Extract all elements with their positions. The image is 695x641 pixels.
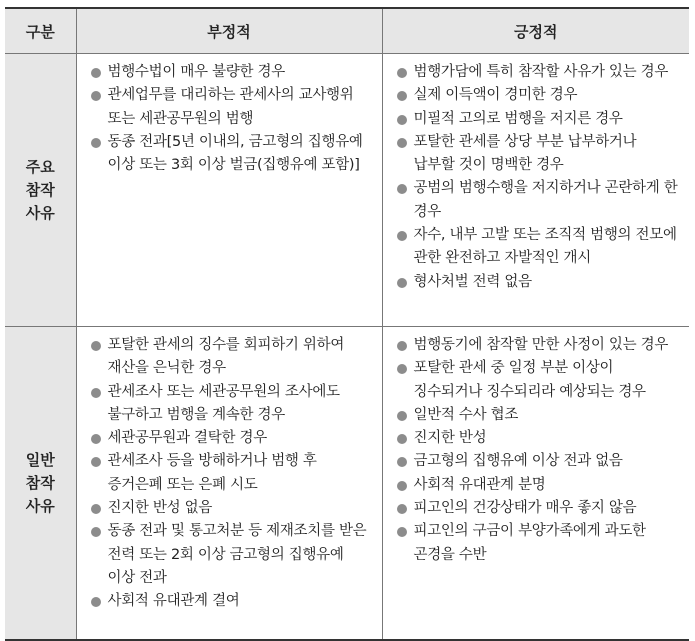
list-item: 세관공무원과 결탁한 경우 <box>90 427 374 450</box>
list-item: 범행수법이 매우 불량한 경우 <box>90 61 374 84</box>
list-item: 사회적 유대관계 분명 <box>396 474 682 497</box>
table-row-major-factors <box>5 54 689 327</box>
list-item: 피고인의 건강상태가 매우 좋지 않음 <box>396 497 682 520</box>
row-category-line: 사유 <box>25 203 55 222</box>
list-item: 포탈한 관세 중 일정 부분 이상이 징수되거나 징수되리라 예상되는 경우 <box>396 357 682 404</box>
list-item: 자수, 내부 고발 또는 조직적 범행의 전모에 관한 완전하고 자발적인 개시 <box>396 224 682 271</box>
list-item: 관세조사 등을 방해하거나 범행 후 증거은폐 또는 은폐 시도 <box>90 450 374 497</box>
negative-factors-cell <box>76 54 382 327</box>
list-item: 관세업무를 대리하는 관세사의 교사행위 또는 세관공무원의 범행 <box>90 84 374 131</box>
list-item: 일반적 수사 협조 <box>396 404 682 427</box>
positive-factors-list <box>396 334 682 567</box>
list-item: 사회적 유대관계 결여 <box>90 590 374 613</box>
list-item: 피고인의 구금이 부양가족에게 과도한 곤경을 수반 <box>396 520 682 567</box>
list-item: 금고형의 집행유예 이상 전과 없음 <box>396 450 682 473</box>
row-category-line: 일반 <box>25 450 55 469</box>
list-item: 형사처벌 전력 없음 <box>396 271 682 294</box>
list-item: 범행동기에 참작할 만한 사정이 있는 경우 <box>396 334 682 357</box>
header-row <box>5 8 689 54</box>
header-category: 구분 <box>5 8 76 54</box>
positive-factors-cell <box>382 327 689 641</box>
row-category-line: 참작 <box>25 473 55 492</box>
list-item: 실제 이득액이 경미한 경우 <box>396 84 682 107</box>
list-item: 관세조사 또는 세관공무원의 조사에도 불구하고 범행을 계속한 경우 <box>90 381 374 428</box>
positive-factors-list <box>396 61 682 294</box>
sentencing-factors-table <box>5 7 689 641</box>
header-positive: 긍정적 <box>382 8 689 54</box>
header-negative: 부정적 <box>76 8 382 54</box>
row-category-line: 사유 <box>25 496 55 515</box>
list-item: 포탈한 관세의 징수를 회피하기 위하여 재산을 은닉한 경우 <box>90 334 374 381</box>
row-category-cell <box>5 327 76 641</box>
list-item: 범행가담에 특히 참작할 사유가 있는 경우 <box>396 61 682 84</box>
negative-factors-list <box>90 334 374 614</box>
row-category-line: 주요 <box>25 157 55 176</box>
table-row-general-factors <box>5 327 689 641</box>
list-item: 동종 전과[5년 이내의, 금고형의 집행유예 이상 또는 3회 이상 벌금(집행유예 포함)] <box>90 131 374 178</box>
negative-factors-cell <box>76 327 382 641</box>
row-category-line: 참작 <box>25 180 55 199</box>
list-item: 포탈한 관세를 상당 부분 납부하거나 납부할 것이 명백한 경우 <box>396 131 682 178</box>
list-item: 미필적 고의로 범행을 저지른 경우 <box>396 108 682 131</box>
negative-factors-list <box>90 61 374 177</box>
row-category-cell <box>5 54 76 327</box>
list-item: 진지한 반성 <box>396 427 682 450</box>
positive-factors-cell <box>382 54 689 327</box>
list-item: 공범의 범행수행을 저지하거나 곤란하게 한 경우 <box>396 177 682 224</box>
list-item: 진지한 반성 없음 <box>90 497 374 520</box>
list-item: 동종 전과 및 통고처분 등 제재조치를 받은 전력 또는 2회 이상 금고형의 집행유예 이상 전과 <box>90 520 374 590</box>
